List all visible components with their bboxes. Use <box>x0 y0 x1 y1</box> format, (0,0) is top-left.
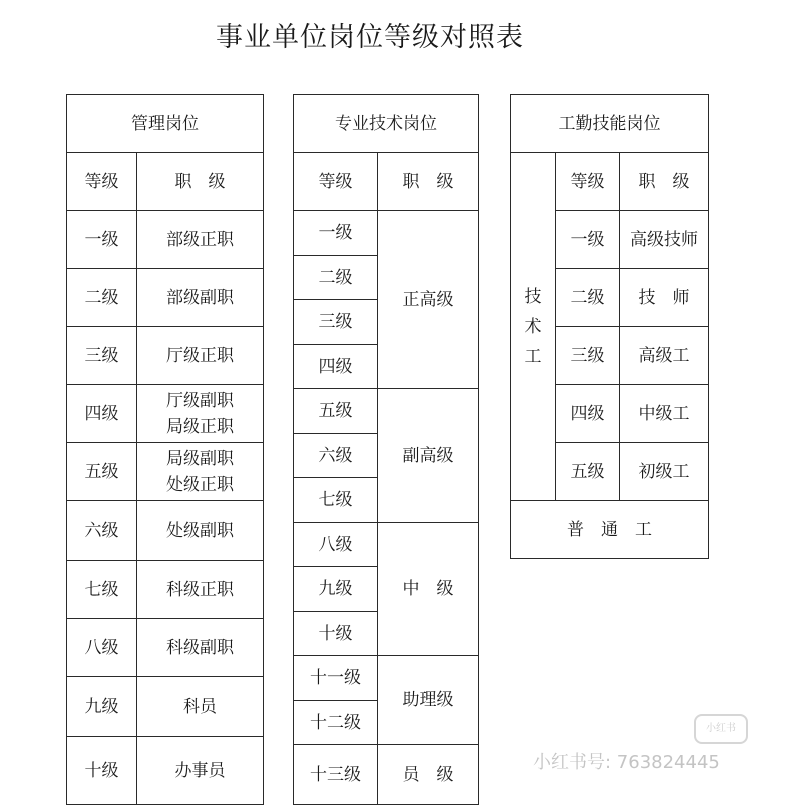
watermark-text: 小红书号: 763824445 <box>533 752 720 773</box>
position-cell: 部级副职 <box>137 269 264 327</box>
table-row <box>67 385 264 443</box>
group-cell: 员 级 <box>378 745 479 805</box>
table-row <box>67 443 264 501</box>
position-cell: 科级正职 <box>137 561 264 619</box>
grade-cell: 五级 <box>294 389 378 434</box>
grade-cell: 七级 <box>67 561 137 619</box>
grade-cell: 八级 <box>294 523 378 567</box>
position-cell: 处级副职 <box>137 501 264 561</box>
table-row <box>511 153 709 211</box>
professional-table <box>293 94 479 805</box>
management-header: 管理岗位 <box>67 95 264 153</box>
general-worker-cell: 普 通 工 <box>511 501 709 559</box>
table-row <box>67 737 264 805</box>
grade-cell: 一级 <box>67 211 137 269</box>
grade-cell: 三级 <box>294 300 378 345</box>
group-cell: 助理级 <box>378 656 479 745</box>
grade-cell: 十三级 <box>294 745 378 805</box>
worker-table <box>510 94 709 559</box>
grade-cell: 十一级 <box>294 656 378 701</box>
grade-cell: 五级 <box>556 443 620 501</box>
grade-cell: 九级 <box>294 567 378 612</box>
grade-cell: 二级 <box>556 269 620 327</box>
grade-cell: 一级 <box>556 211 620 269</box>
position-cell: 高级技师 <box>620 211 709 269</box>
position-line: 局级正职 <box>166 416 234 437</box>
position-cell: 部级正职 <box>137 211 264 269</box>
watermark-logo: 小红书 <box>694 714 748 744</box>
professional-header: 专业技术岗位 <box>294 95 479 153</box>
group-cell: 正高级 <box>378 211 479 389</box>
management-header-row <box>67 95 264 153</box>
table-row <box>67 561 264 619</box>
page-title: 事业单位岗位等级对照表 <box>216 22 524 53</box>
grade-column-header: 等级 <box>294 153 378 211</box>
worker-header: 工勤技能岗位 <box>511 95 709 153</box>
category-cell <box>511 153 556 501</box>
table-row <box>294 211 479 256</box>
grade-cell: 十级 <box>67 737 137 805</box>
grade-column-header: 等级 <box>67 153 137 211</box>
position-cell: 中级工 <box>620 385 709 443</box>
position-column-header: 职 级 <box>378 153 479 211</box>
table-row <box>67 327 264 385</box>
grade-cell: 四级 <box>294 345 378 389</box>
grade-cell: 五级 <box>67 443 137 501</box>
table-row <box>67 211 264 269</box>
group-cell: 副高级 <box>378 389 479 523</box>
grade-column-header: 等级 <box>556 153 620 211</box>
grade-cell: 一级 <box>294 211 378 256</box>
table-row <box>294 523 479 567</box>
grade-cell: 三级 <box>556 327 620 385</box>
position-cell: 技 师 <box>620 269 709 327</box>
worker-header-row <box>511 95 709 153</box>
position-cell: 科级副职 <box>137 619 264 677</box>
position-cell: 初级工 <box>620 443 709 501</box>
position-cell: 高级工 <box>620 327 709 385</box>
table-row <box>67 269 264 327</box>
grade-cell: 七级 <box>294 478 378 523</box>
position-cell <box>137 443 264 501</box>
position-cell: 科员 <box>137 677 264 737</box>
grade-cell: 八级 <box>67 619 137 677</box>
position-column-header: 职 级 <box>137 153 264 211</box>
group-cell: 中 级 <box>378 523 479 656</box>
table-row <box>67 501 264 561</box>
table-row <box>294 389 479 434</box>
management-table <box>66 94 264 805</box>
position-cell: 办事员 <box>137 737 264 805</box>
position-line: 局级副职 <box>166 448 234 469</box>
position-line: 厅级副职 <box>166 390 234 411</box>
grade-cell: 十二级 <box>294 701 378 745</box>
grade-cell: 四级 <box>556 385 620 443</box>
grade-cell: 六级 <box>67 501 137 561</box>
position-cell <box>137 385 264 443</box>
position-column-header: 职 级 <box>620 153 709 211</box>
category-text: 技术工 <box>524 286 542 367</box>
professional-column-headers <box>294 153 479 211</box>
position-cell: 厅级正职 <box>137 327 264 385</box>
management-column-headers <box>67 153 264 211</box>
table-row <box>67 677 264 737</box>
table-row <box>294 745 479 805</box>
grade-cell: 三级 <box>67 327 137 385</box>
grade-cell: 二级 <box>294 256 378 300</box>
table-row <box>294 656 479 701</box>
position-line: 处级正职 <box>166 474 234 495</box>
table-row <box>67 619 264 677</box>
grade-cell: 二级 <box>67 269 137 327</box>
grade-cell: 十级 <box>294 612 378 656</box>
grade-cell: 九级 <box>67 677 137 737</box>
grade-cell: 六级 <box>294 434 378 478</box>
professional-header-row <box>294 95 479 153</box>
table-row <box>511 501 709 559</box>
grade-cell: 四级 <box>67 385 137 443</box>
